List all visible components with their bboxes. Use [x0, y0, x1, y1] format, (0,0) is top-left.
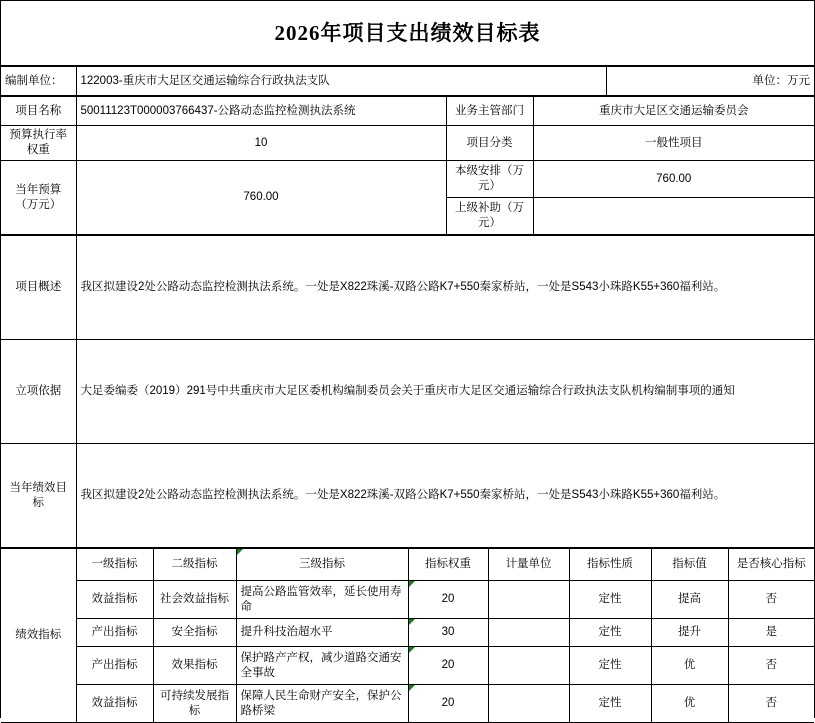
budget-value: 760.00: [76, 161, 446, 235]
indicator-nature: 定性: [569, 581, 651, 619]
superior-subsidy-value: [533, 198, 814, 235]
indicator-level3: 保障人民生命财产安全，保护公路桥梁: [236, 685, 408, 723]
indicator-unit: [488, 685, 569, 723]
basis-text: 大足委编委（2019）291号中共重庆市大足区委机构编制委员会关于重庆市大足区交通运输综合行政执法支队机构编制事项的通知: [76, 340, 814, 444]
compiler-unit-label: 编制单位：: [1, 67, 76, 96]
dept-value: 重庆市大足区交通运输委员会: [533, 97, 814, 126]
category-label: 项目分类: [446, 126, 533, 161]
indicator-value: 优: [651, 647, 728, 685]
indicator-unit: [488, 647, 569, 685]
project-name-value: 50011123T000003766437-公路动态监控检测执法系统: [76, 97, 446, 126]
indicator-core: 否: [728, 647, 814, 685]
indicators-section-label: 绩效指标: [1, 549, 76, 723]
indicator-weight: 20: [408, 581, 488, 619]
indicator-value: 优: [651, 685, 728, 723]
overview-label: 项目概述: [1, 236, 76, 340]
indicator-level2: 可持续发展指标: [153, 685, 236, 723]
indicator-level2: 社会效益指标: [153, 581, 236, 619]
meta-row: [1, 67, 814, 96]
table-row: [1, 685, 814, 723]
project-name-label: 项目名称: [1, 97, 76, 126]
table-row: [1, 581, 814, 619]
title-band: [1, 1, 814, 66]
project-name-row: [1, 97, 814, 126]
overview-text: 我区拟建设2处公路动态监控检测执法系统。一处是X822珠溪-双路公路K7+550秦家桥站，一处是S543小珠路K55+360福利站。: [76, 236, 814, 340]
superior-subsidy-label: 上级补助（万元）: [446, 198, 533, 235]
indicator-level3: 提升科技治超水平: [236, 619, 408, 647]
column-header-level2: 二级指标: [153, 549, 236, 581]
column-header-weight: 指标权重: [408, 549, 488, 581]
compiler-unit-value: 122003-重庆市大足区交通运输综合行政执法支队: [76, 67, 606, 96]
indicator-level3: 提高公路监管效率，延长使用寿命: [236, 581, 408, 619]
indicator-weight: 20: [408, 685, 488, 723]
indicator-level1: 效益指标: [76, 581, 153, 619]
indicator-core: 是: [728, 619, 814, 647]
indicator-core: 否: [728, 685, 814, 723]
indicators-table: [1, 548, 814, 723]
category-value: 一般性项目: [533, 126, 814, 161]
project-info-table: [1, 96, 814, 235]
local-arrangement-value: 760.00: [533, 161, 814, 198]
local-arrangement-label: 本级安排（万元）: [446, 161, 533, 198]
indicator-core: 否: [728, 581, 814, 619]
indicator-nature: 定性: [569, 619, 651, 647]
dept-label: 业务主管部门: [446, 97, 533, 126]
meta-table: [1, 66, 814, 96]
exec-rate-row: [1, 126, 814, 161]
exec-rate-value: 10: [76, 126, 446, 161]
indicator-unit: [488, 581, 569, 619]
indicator-nature: 定性: [569, 647, 651, 685]
annual-goal-label: 当年绩效目标: [1, 444, 76, 548]
page-title: 2026年项目支出绩效目标表: [274, 20, 541, 45]
column-header-nature: 指标性质: [569, 549, 651, 581]
indicator-level2: 效果指标: [153, 647, 236, 685]
column-header-level1: 一级指标: [76, 549, 153, 581]
indicator-weight: 30: [408, 619, 488, 647]
annual-goal-text: 我区拟建设2处公路动态监控检测执法系统。一处是X822珠溪-双路公路K7+550秦家桥站，一处是S543小珠路K55+360福利站。: [76, 444, 814, 548]
budget-local-row: [1, 161, 814, 198]
column-header-level3: 三级指标: [236, 549, 408, 581]
indicator-value: 提升: [651, 619, 728, 647]
table-row: [1, 647, 814, 685]
budget-label: 当年预算（万元）: [1, 161, 76, 235]
indicator-level1: 效益指标: [76, 685, 153, 723]
indicator-nature: 定性: [569, 685, 651, 723]
column-header-value: 指标值: [651, 549, 728, 581]
table-row: [1, 619, 814, 647]
indicator-level2: 安全指标: [153, 619, 236, 647]
basis-label: 立项依据: [1, 340, 76, 444]
overview-row: [1, 236, 814, 340]
narrative-table: [1, 235, 814, 548]
column-header-core: 是否核心指标: [728, 549, 814, 581]
indicators-header-row: [1, 549, 814, 581]
basis-row: [1, 340, 814, 444]
exec-rate-label: 预算执行率权重: [1, 126, 76, 161]
column-header-unit: 计量单位: [488, 549, 569, 581]
indicator-level3: 保护路产产权，减少道路交通安全事故: [236, 647, 408, 685]
annual-goal-row: [1, 444, 814, 548]
indicator-weight: 20: [408, 647, 488, 685]
indicator-unit: [488, 619, 569, 647]
indicator-value: 提高: [651, 581, 728, 619]
unit-note: 单位：万元: [606, 67, 814, 96]
indicator-level1: 产出指标: [76, 647, 153, 685]
indicator-level1: 产出指标: [76, 619, 153, 647]
